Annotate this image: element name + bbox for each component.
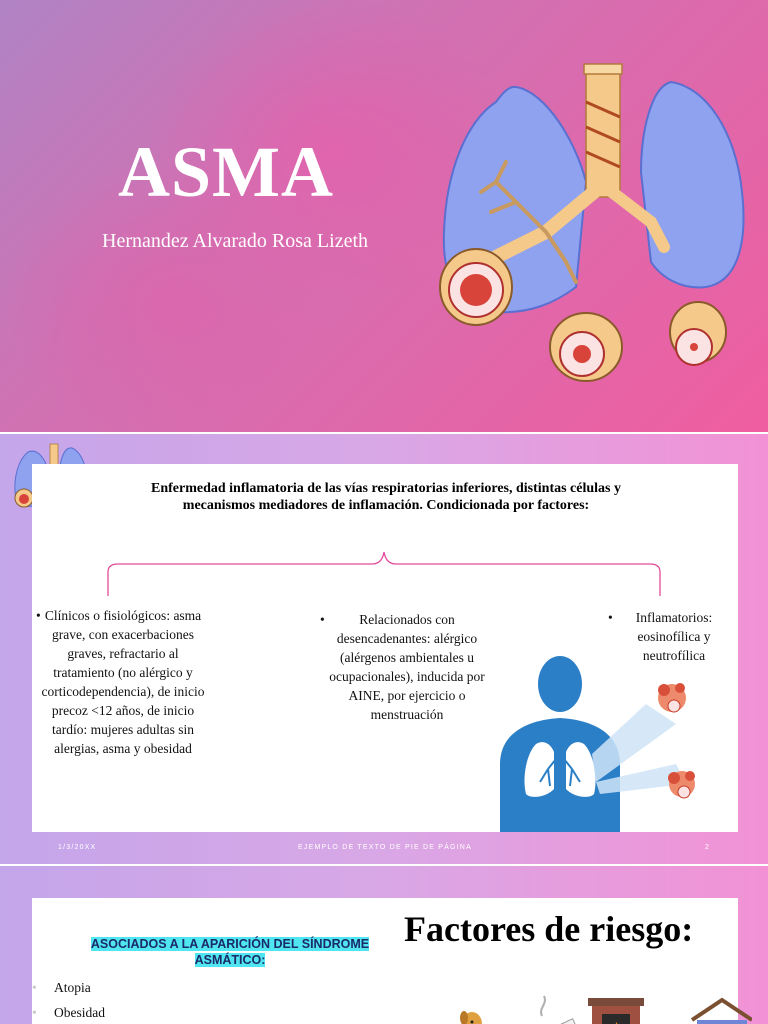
human-lungs-illustration [496, 654, 718, 832]
factor-clinical: • Clínicos o fisiológicos: asma grave, con exacerbaciones graves, refractario al tratamiento (no alérgico y corticodependencia), de inicio precoz <12 años, de inicio tardío: mujeres adultas sin alergias, asma y obesidad [36, 608, 205, 756]
house-dust-icon [692, 1000, 752, 1024]
footer-date: 1/3/20XX [58, 844, 97, 851]
slide-footer [0, 844, 768, 858]
title-slide [0, 0, 768, 432]
subheading [70, 936, 390, 968]
list-item: • Atopia [32, 980, 105, 1005]
dog-icon [460, 1011, 482, 1024]
cigarette-icon [540, 996, 576, 1024]
slide-heading: Factores de riesgo: [404, 909, 694, 949]
risk-icons [452, 990, 752, 1024]
definition-slide [0, 434, 768, 864]
content-panel [32, 464, 738, 832]
curly-brace [104, 550, 664, 600]
factor-triggers-text: Relacionados con desencadenantes: alérgico (alérgenos ambientales u ocupacionales), inducida por AINE, por ejercicio o menstruación [329, 612, 485, 722]
risk-factor-list [32, 980, 105, 1024]
factor-inflammatory: • Inflamatorios: eosinofílica y neutrofílica [608, 610, 713, 663]
fireplace-icon [588, 998, 644, 1024]
author-name: Hernandez Alvarado Rosa Lizeth [102, 230, 369, 252]
risk-factors-slide [0, 866, 768, 1024]
slide-title: ASMA [118, 132, 334, 212]
subheading-text: ASOCIADOS A LA APARICIÓN DEL SÍNDROME ASMÁTICO: [90, 937, 370, 967]
factor-triggers: • Relacionados con desencadenantes: alérgico (alérgenos ambientales u ocupacionales), inducida por AINE, por ejercicio o menstruación [320, 612, 485, 722]
factor-inflammatory-text: Inflamatorios: eosinofílica y neutrofílica [635, 610, 713, 663]
footer-text: EJEMPLO DE TEXTO DE PIE DE PÁGINA [298, 844, 472, 851]
definition-text: Enfermedad inflamatoria de las vías respiratorias inferiores, distintas células y mecanismos mediadores de inflamación. Condicionada por factores: [150, 481, 621, 513]
content-panel [32, 898, 738, 1024]
list-item: • Obesidad [32, 1005, 105, 1024]
factor-clinical-text: Clínicos o fisiológicos: asma grave, con exacerbaciones graves, refractario al tratamiento (no alérgico y corticodependencia), de inicio precoz <12 años, de inicio tardío: mujeres adultas sin alergias, asma y obesidad [41, 608, 205, 756]
footer-page-number: 2 [705, 844, 711, 851]
lungs-illustration [436, 62, 756, 392]
